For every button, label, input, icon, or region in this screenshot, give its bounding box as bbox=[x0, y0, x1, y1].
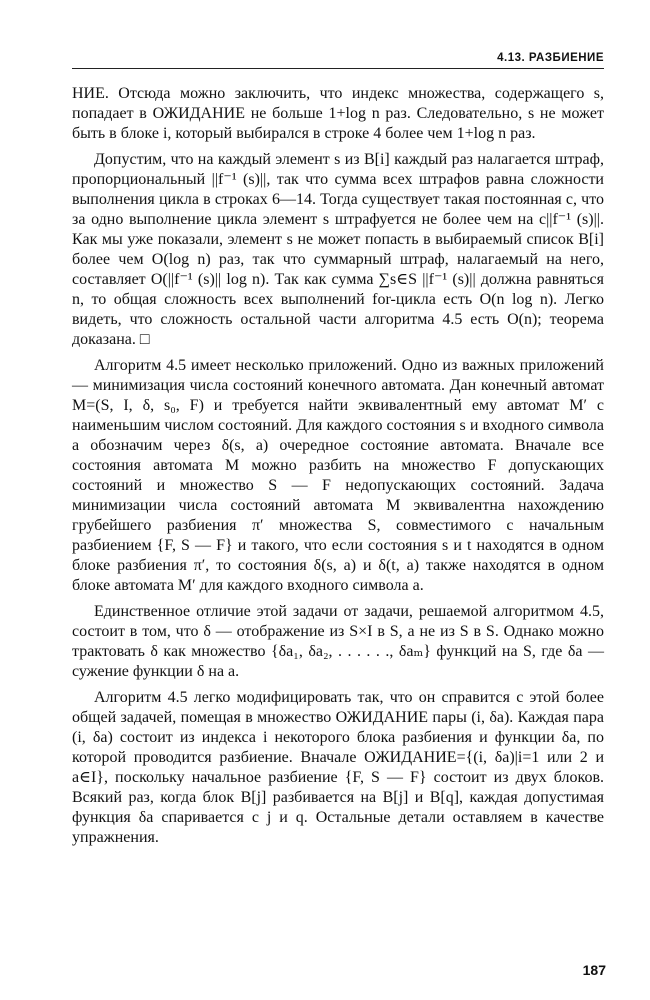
paragraph: Алгоритм 4.5 легко модифицировать так, что он справится с этой более общей задачей, помещая в множество ОЖИДАНИЕ пары (i, δa). Каждая пара (i, δa) состоит из индекса i некоторого блока разбиения и функции δa, по которой проводится разбиение. Вначале ОЖИДАНИЕ={(i, δa)|i=1 или 2 и a∈I}, поскольку начальное разбиение {F, S — F} состоит из двух блоков. Всякий раз, когда блок B[j] разбивается на B[j] и B[q], каждая допустимая функция δa спаривается с j и q. Остальные детали оставляем в качестве упражнения. bbox=[72, 689, 604, 846]
paragraph: НИЕ. Отсюда можно заключить, что индекс множества, содержащего s, попадает в ОЖИДАНИЕ не больше 1+log n раз. Следовательно, s не может быть в блоке i, который выбирался в строке 4 более чем 1+log n раз. bbox=[72, 85, 604, 142]
running-header bbox=[72, 52, 604, 69]
page-number: 187 bbox=[582, 962, 606, 978]
paragraph: Единственное отличие этой задачи от задачи, решаемой алгоритмом 4.5, состоит в том, что δ — отображение из S×I в S, а не из S в S. Однако можно трактовать δ как множество {δa₁, δa₂, . . . . . ., δaₘ} функций на S, где δa — сужение функции δ на a. bbox=[72, 603, 604, 680]
page-body bbox=[72, 84, 604, 854]
running-head-title: 4.13. РАЗБИЕНИЕ bbox=[497, 52, 604, 64]
paragraph: Допустим, что на каждый элемент s из B[i] каждый раз налагается штраф, пропорциональный ||f⁻¹ (s)||, так что сумма всех штрафов равна сложности выполнения цикла в строках 6—14. Тогда существует такая постоянная c, что за одно выполнение цикла элемент s штрафуется не более чем на c||f⁻¹ (s)||. Как мы уже показали, элемент s не может попасть в выбираемый список B[i] более чем O(log n) раз, так что суммарный штраф, налагаемый на него, составляет O(||f⁻¹ (s)|| log n). Так как сумма ∑s∈S ||f⁻¹ (s)|| должна равняться n, то общая сложность всех выполнений for-цикла есть O(n log n). Легко видеть, что сложность остальной части алгоритма 4.5 есть O(n); теорема доказана. □ bbox=[72, 151, 604, 348]
paragraph: Алгоритм 4.5 имеет несколько приложений. Одно из важных приложений — минимизация числа состояний конечного автомата. Дан конечный автомат M=(S, I, δ, s₀, F) и требуется найти эквивалентный ему автомат M′ с наименьшим числом состояний. Для каждого состояния s и входного символа a обозначим через δ(s, a) очередное состояние автомата. Вначале все состояния автомата M можно разбить на множество F допускающих состояний и множество S — F недопускающих состояний. Задача минимизации числа состояний автомата M эквивалентна нахождению грубейшего разбиения π′ множества S, совместимого с начальным разбиением {F, S — F} и такого, что если состояния s и t находятся в одном блоке разбиения π′, то состояния δ(s, a) и δ(t, a) также находятся в одном блоке автомата M′ для каждого входного символа a. bbox=[72, 357, 604, 594]
